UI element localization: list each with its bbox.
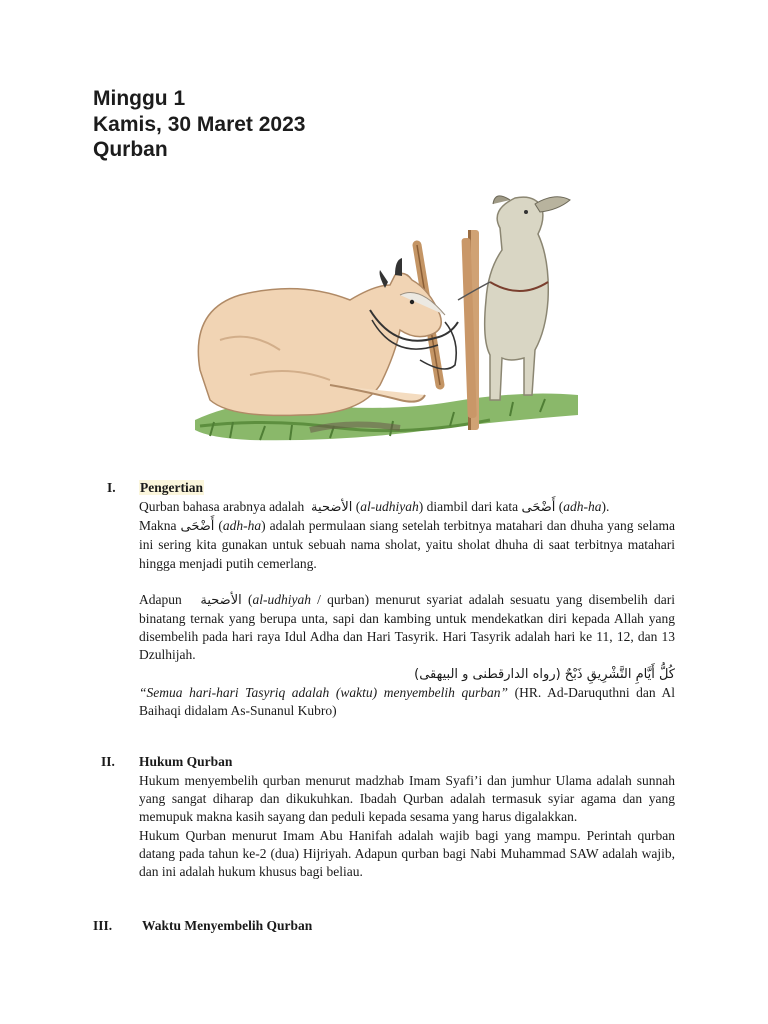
paragraph-hukum-hanifah: Hukum Qurban menurut Imam Abu Hanifah adalah wajib bagi yang mampu. Perintah qurban datang pada tahun ke-2 (dua) Hijriyah. Adapun qurban bagi Nabi Muhammad SAW adalah wajib, dan ini adalah hukum khusus bagi beliau. <box>139 827 675 880</box>
section-2-number: II. <box>101 754 115 769</box>
section-3-number: III. <box>93 918 113 933</box>
section-1-body <box>139 498 675 720</box>
date-label: Kamis, 30 Maret 2023 <box>93 112 306 136</box>
section-1-heading <box>139 480 204 496</box>
section-3-title: Waktu Menyembelih Qurban <box>142 918 313 933</box>
arabic-term-udhiyah-2: الأضحية <box>200 592 242 608</box>
document-header <box>93 86 305 163</box>
paragraph-sharia-definition: Adapun الأضحية (al-udhiyah / qurban) menurut syariat adalah sesuatu yang disembelih dari binatang ternak yang berupa unta, sapi dan kambing untuk mendekatkan diri kepada Allah yang disembelih pada hari raya Idul Adha dan Hari Tasyrik. Hari Tasyrik adalah hari ke 11, 12, dan 13 Dzulhijah. <box>139 591 676 663</box>
hadith-arabic: كُلُّ أَيَّامِ التَّشْرِيقِ ذَبْحٌ (رواه الدارقطنى و البيهقى) <box>414 666 675 682</box>
week-label: Minggu 1 <box>93 87 186 110</box>
arabic-term-udhiyah: الأضحية <box>311 500 353 515</box>
section-2-title: Hukum Qurban <box>139 754 233 769</box>
arabic-term-adha-2: أَضْحَى <box>180 519 215 535</box>
hadith-translation: “Semua hari-hari Tasyriq adalah (waktu) menyembelih qurban” (HR. Ad-Daruquthni dan Al Baihaqi didalam As-Sunanul Kubro) <box>139 684 675 719</box>
section-1-title: Pengertian <box>140 480 203 495</box>
paragraph-hukum-syafii: Hukum menyembelih qurban menurut madzhab Imam Syafi’i dan jumhur Ulama adalah sunnah yang sangat diharap dan dikukuhkan. Ibadah Qurban adalah termasuk syiar agama dan yang memupuk makna kasih sayang dan peduli kepada sesama yang harus digalakkan. <box>139 773 675 825</box>
paragraph-adha-meaning: Makna أَضْحَى (adh-ha) adalah permulaan siang setelah terbitnya matahari dan dhuha yang selama ini sering kita gunakan untuk sebuah nama sholat, yaitu sholat dhuha di saat terbitnya matahari hingga menjadi putih cemerlang. <box>139 518 675 571</box>
section-1-number: I. <box>107 480 116 495</box>
topic-title: Qurban <box>93 138 168 161</box>
qurban-animals-illustration <box>190 190 580 448</box>
arabic-term-adha: أَضْحَى <box>521 500 556 515</box>
paragraph-definition-etymology: Qurban bahasa arabnya adalah الأضحية (al-udhiyah) diambil dari kata أَضْحَى (adh-ha). <box>139 499 610 515</box>
section-2-body <box>139 772 675 881</box>
